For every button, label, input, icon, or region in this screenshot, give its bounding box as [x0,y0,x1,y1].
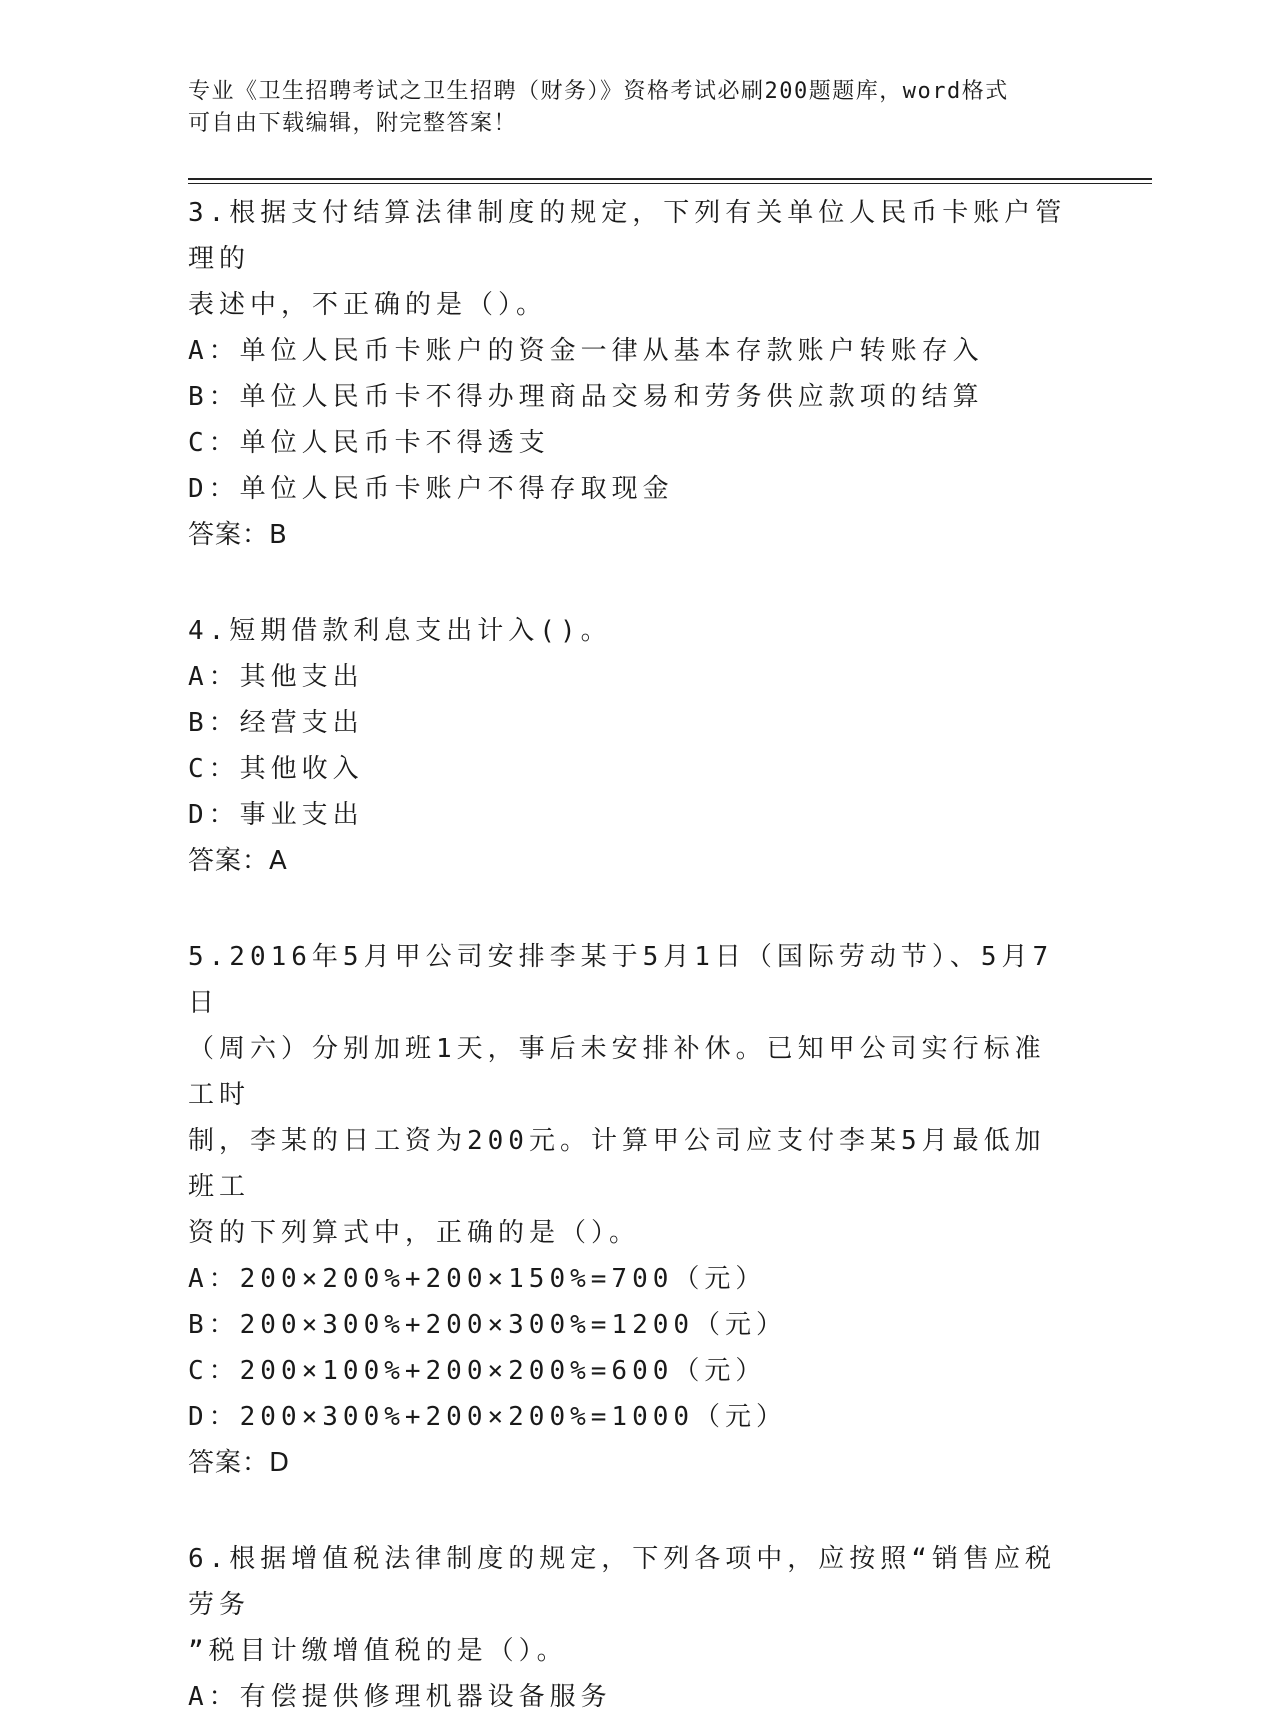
question-4 [188,608,1068,884]
option-b: B：经营支出 [188,708,364,738]
header-line-1: 专业《卫生招聘考试之卫生招聘（财务）》资格考试必刷200题题库，word格式 [188,79,1009,104]
header-rule-thick [188,178,1152,180]
option-b: B：200×300%+200×300%=1200（元） [188,1310,788,1340]
question-stem-line: 4.短期借款利息支出计入()。 [188,616,612,646]
answer-line: 答案：A [188,846,288,876]
question-stem-line: ”税目计缴增值税的是（）。 [188,1636,568,1666]
question-stem-line: 6.根据增值税法律制度的规定，下列各项中，应按照“销售应税劳务 [188,1544,1056,1620]
question-3 [188,190,1068,558]
question-6 [188,1536,1068,1720]
option-c: C：200×100%+200×200%=600（元） [188,1356,767,1386]
option-a: A：单位人民币卡账户的资金一律从基本存款账户转账存入 [188,336,984,366]
question-stem-line: 表述中，不正确的是（）。 [188,290,548,320]
option-d: D：事业支出 [188,800,364,830]
option-a: A：其他支出 [188,662,364,692]
document-header [188,76,1068,140]
question-gap [188,884,1068,934]
header-line-2: 可自由下载编辑，附完整答案！ [188,111,518,136]
question-gap [188,558,1068,608]
question-stem-line: 制，李某的日工资为200元。计算甲公司应支付李某5月最低加班工 [188,1126,1046,1202]
question-5 [188,934,1068,1486]
header-rule-thin [188,183,1152,184]
question-gap [188,1486,1068,1536]
question-stem-line: 3.根据支付结算法律制度的规定，下列有关单位人民币卡账户管理的 [188,198,1067,274]
option-c: C：其他收入 [188,754,364,784]
answer-line: 答案：B [188,520,288,550]
question-stem-line: （周六）分别加班1天，事后未安排补休。已知甲公司实行标准工时 [188,1034,1046,1110]
option-a: A：200×200%+200×150%=700（元） [188,1264,767,1294]
option-a: A：有偿提供修理机器设备服务 [188,1682,612,1712]
option-d: D：200×300%+200×200%=1000（元） [188,1402,788,1432]
question-stem-line: 5.2016年5月甲公司安排李某于5月1日（国际劳动节）、5月7日 [188,942,1054,1018]
option-b: B：单位人民币卡不得办理商品交易和劳务供应款项的结算 [188,382,984,412]
question-stem-line: 资的下列算式中，正确的是（）。 [188,1218,641,1248]
option-d: D：单位人民币卡账户不得存取现金 [188,474,674,504]
question-list [188,190,1068,1720]
answer-line: 答案：D [188,1448,291,1478]
option-c: C：单位人民币卡不得透支 [188,428,550,458]
